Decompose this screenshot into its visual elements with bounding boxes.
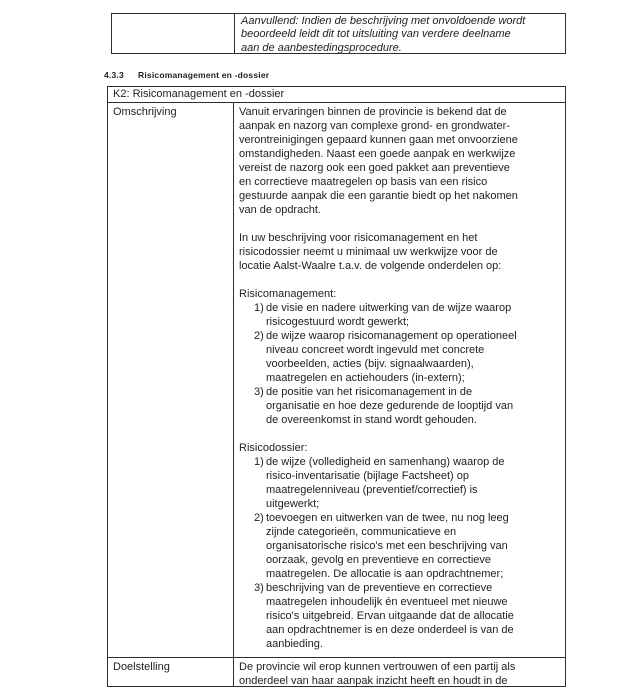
section-title: Risicomanagement en -dossier bbox=[138, 70, 270, 80]
list-item-text bbox=[266, 581, 560, 651]
text-line: en correctieve maatregelen op basis van een risico bbox=[239, 176, 488, 188]
text-line: aan opdrachtnemer is en deze onderdeel is van de bbox=[266, 624, 514, 636]
text-line: locatie Aalst-Waalre t.a.v. de volgende onderdelen op: bbox=[239, 260, 502, 272]
text-line: oorzaak, gevolg en preventieve en correctieve bbox=[266, 554, 492, 566]
text-line bbox=[239, 273, 560, 287]
text-line: beoordeeld leidt dit tot uitsluiting van verdere deelname bbox=[241, 28, 511, 41]
aanvullend-note-cell bbox=[234, 14, 565, 53]
text-line: de overeenkomst in stand wordt gehouden. bbox=[266, 414, 477, 426]
text-line: risico-inventarisatie (bijlage Factsheet) op bbox=[266, 470, 469, 482]
text-line: organisatorische risico's met een beschrijving van bbox=[266, 540, 508, 552]
text-line: de wijze waarop risicomanagement op operationeel bbox=[266, 330, 517, 342]
text-line: van de opdracht. bbox=[239, 204, 321, 216]
text-line: De provincie wil erop kunnen vertrouwen of een partij als bbox=[239, 661, 516, 673]
text-line: uitgewerkt; bbox=[266, 498, 320, 510]
text-line: In uw beschrijving voor risicomanagement en het bbox=[239, 232, 478, 244]
text-line: aanbieding. bbox=[266, 638, 323, 650]
text-line: risicodossier neemt u minimaal uw werkwijze voor de bbox=[239, 246, 498, 258]
section-heading bbox=[104, 70, 269, 80]
text-line: risicogestuurd wordt gewerkt; bbox=[266, 316, 410, 328]
text-line: aanpak en nazorg van complexe grond- en grondwater- bbox=[239, 120, 510, 132]
list-item-number: 1) bbox=[254, 302, 264, 314]
table-row-doelstelling bbox=[108, 657, 565, 686]
text-line: de visie en nadere uitwerking van de wijze waarop bbox=[266, 302, 512, 314]
row-label-omschrijving: Omschrijving bbox=[113, 106, 177, 118]
text-line: beschrijving van de preventieve en correctieve bbox=[266, 582, 493, 594]
text-line: zijnde categorieën, communicatieve en bbox=[266, 526, 457, 538]
numbered-list-item bbox=[254, 385, 560, 427]
text-line: niveau concreet wordt ingevuld met concrete bbox=[266, 344, 485, 356]
list-item-number: 2) bbox=[254, 330, 264, 342]
list-item-text bbox=[266, 385, 560, 427]
list-item-text bbox=[266, 301, 560, 329]
text-line: de positie van het risicomanagement in de bbox=[266, 386, 473, 398]
text-line: onderdeel van haar aanpak inzicht heeft en houdt in de bbox=[239, 675, 508, 686]
list-item-number: 1) bbox=[254, 456, 264, 468]
text-line: verontreinigingen gepaard kunnen gaan met onvoorziene bbox=[239, 134, 518, 146]
list-item-number: 3) bbox=[254, 582, 264, 594]
text-line: aan de aanbestedingsprocedure. bbox=[241, 41, 402, 53]
text-line: maatregelen inhoudelijk én eventueel met nieuwe bbox=[266, 596, 508, 608]
numbered-list-item bbox=[254, 329, 560, 385]
text-line: Aanvullend: Indien de beschrijving met onvoldoende wordt bbox=[241, 15, 526, 27]
numbered-list-item bbox=[254, 581, 560, 651]
text-line: Vanuit ervaringen binnen de provincie is bekend dat de bbox=[239, 106, 507, 118]
text-line: gestuurde aanpak die een garantie biedt op het nakomen bbox=[239, 190, 518, 202]
previous-table-fragment bbox=[111, 13, 566, 54]
text-line: maatregelen en actiehouders (in-extern); bbox=[266, 372, 465, 384]
text-line: vereist de nazorg ook een goed pakket aan preventieve bbox=[239, 162, 510, 174]
numbered-list-item bbox=[254, 301, 560, 329]
section-number: 4.3.3 bbox=[104, 70, 124, 80]
numbered-list-item bbox=[254, 455, 560, 511]
doelstelling-content-cell bbox=[233, 658, 565, 686]
list-item-text bbox=[266, 455, 560, 511]
list-item-text bbox=[266, 329, 560, 385]
text-line: Risicomanagement: bbox=[239, 288, 337, 300]
text-line: omstandigheden. Naast een goede aanpak en werkwijze bbox=[239, 148, 516, 160]
k2-table-header: K2: Risicomanagement en -dossier bbox=[108, 87, 565, 103]
numbered-list-item bbox=[254, 511, 560, 581]
row-label-doelstelling: Doelstelling bbox=[113, 661, 170, 673]
text-line bbox=[239, 217, 560, 231]
text-line: maatregelenniveau (preventief/correctief) is bbox=[266, 484, 478, 496]
table-row-omschrijving bbox=[108, 103, 565, 657]
text-line: organisatie en hoe deze gedurende de looptijd van bbox=[266, 400, 514, 412]
list-item-number: 2) bbox=[254, 512, 264, 524]
text-line: voorbeelden, acties (bijv. signaalwaarden), bbox=[266, 358, 474, 370]
text-line: maatregelen. De allocatie is aan opdrachtnemer; bbox=[266, 568, 504, 580]
text-line: Risicodossier: bbox=[239, 442, 308, 454]
list-item-number: 3) bbox=[254, 386, 264, 398]
k2-criterion-table bbox=[107, 86, 566, 687]
omschrijving-content-cell bbox=[233, 103, 565, 657]
text-line: toevoegen en uitwerken van de twee, nu nog leeg bbox=[266, 512, 509, 524]
previous-table-empty-cell bbox=[112, 14, 234, 53]
text-line bbox=[239, 427, 560, 441]
text-line: risico's uitgebreid. Ervan uitgaande dat de allocatie bbox=[266, 610, 514, 622]
text-line: de wijze (volledigheid en samenhang) waarop de bbox=[266, 456, 505, 468]
list-item-text bbox=[266, 511, 560, 581]
